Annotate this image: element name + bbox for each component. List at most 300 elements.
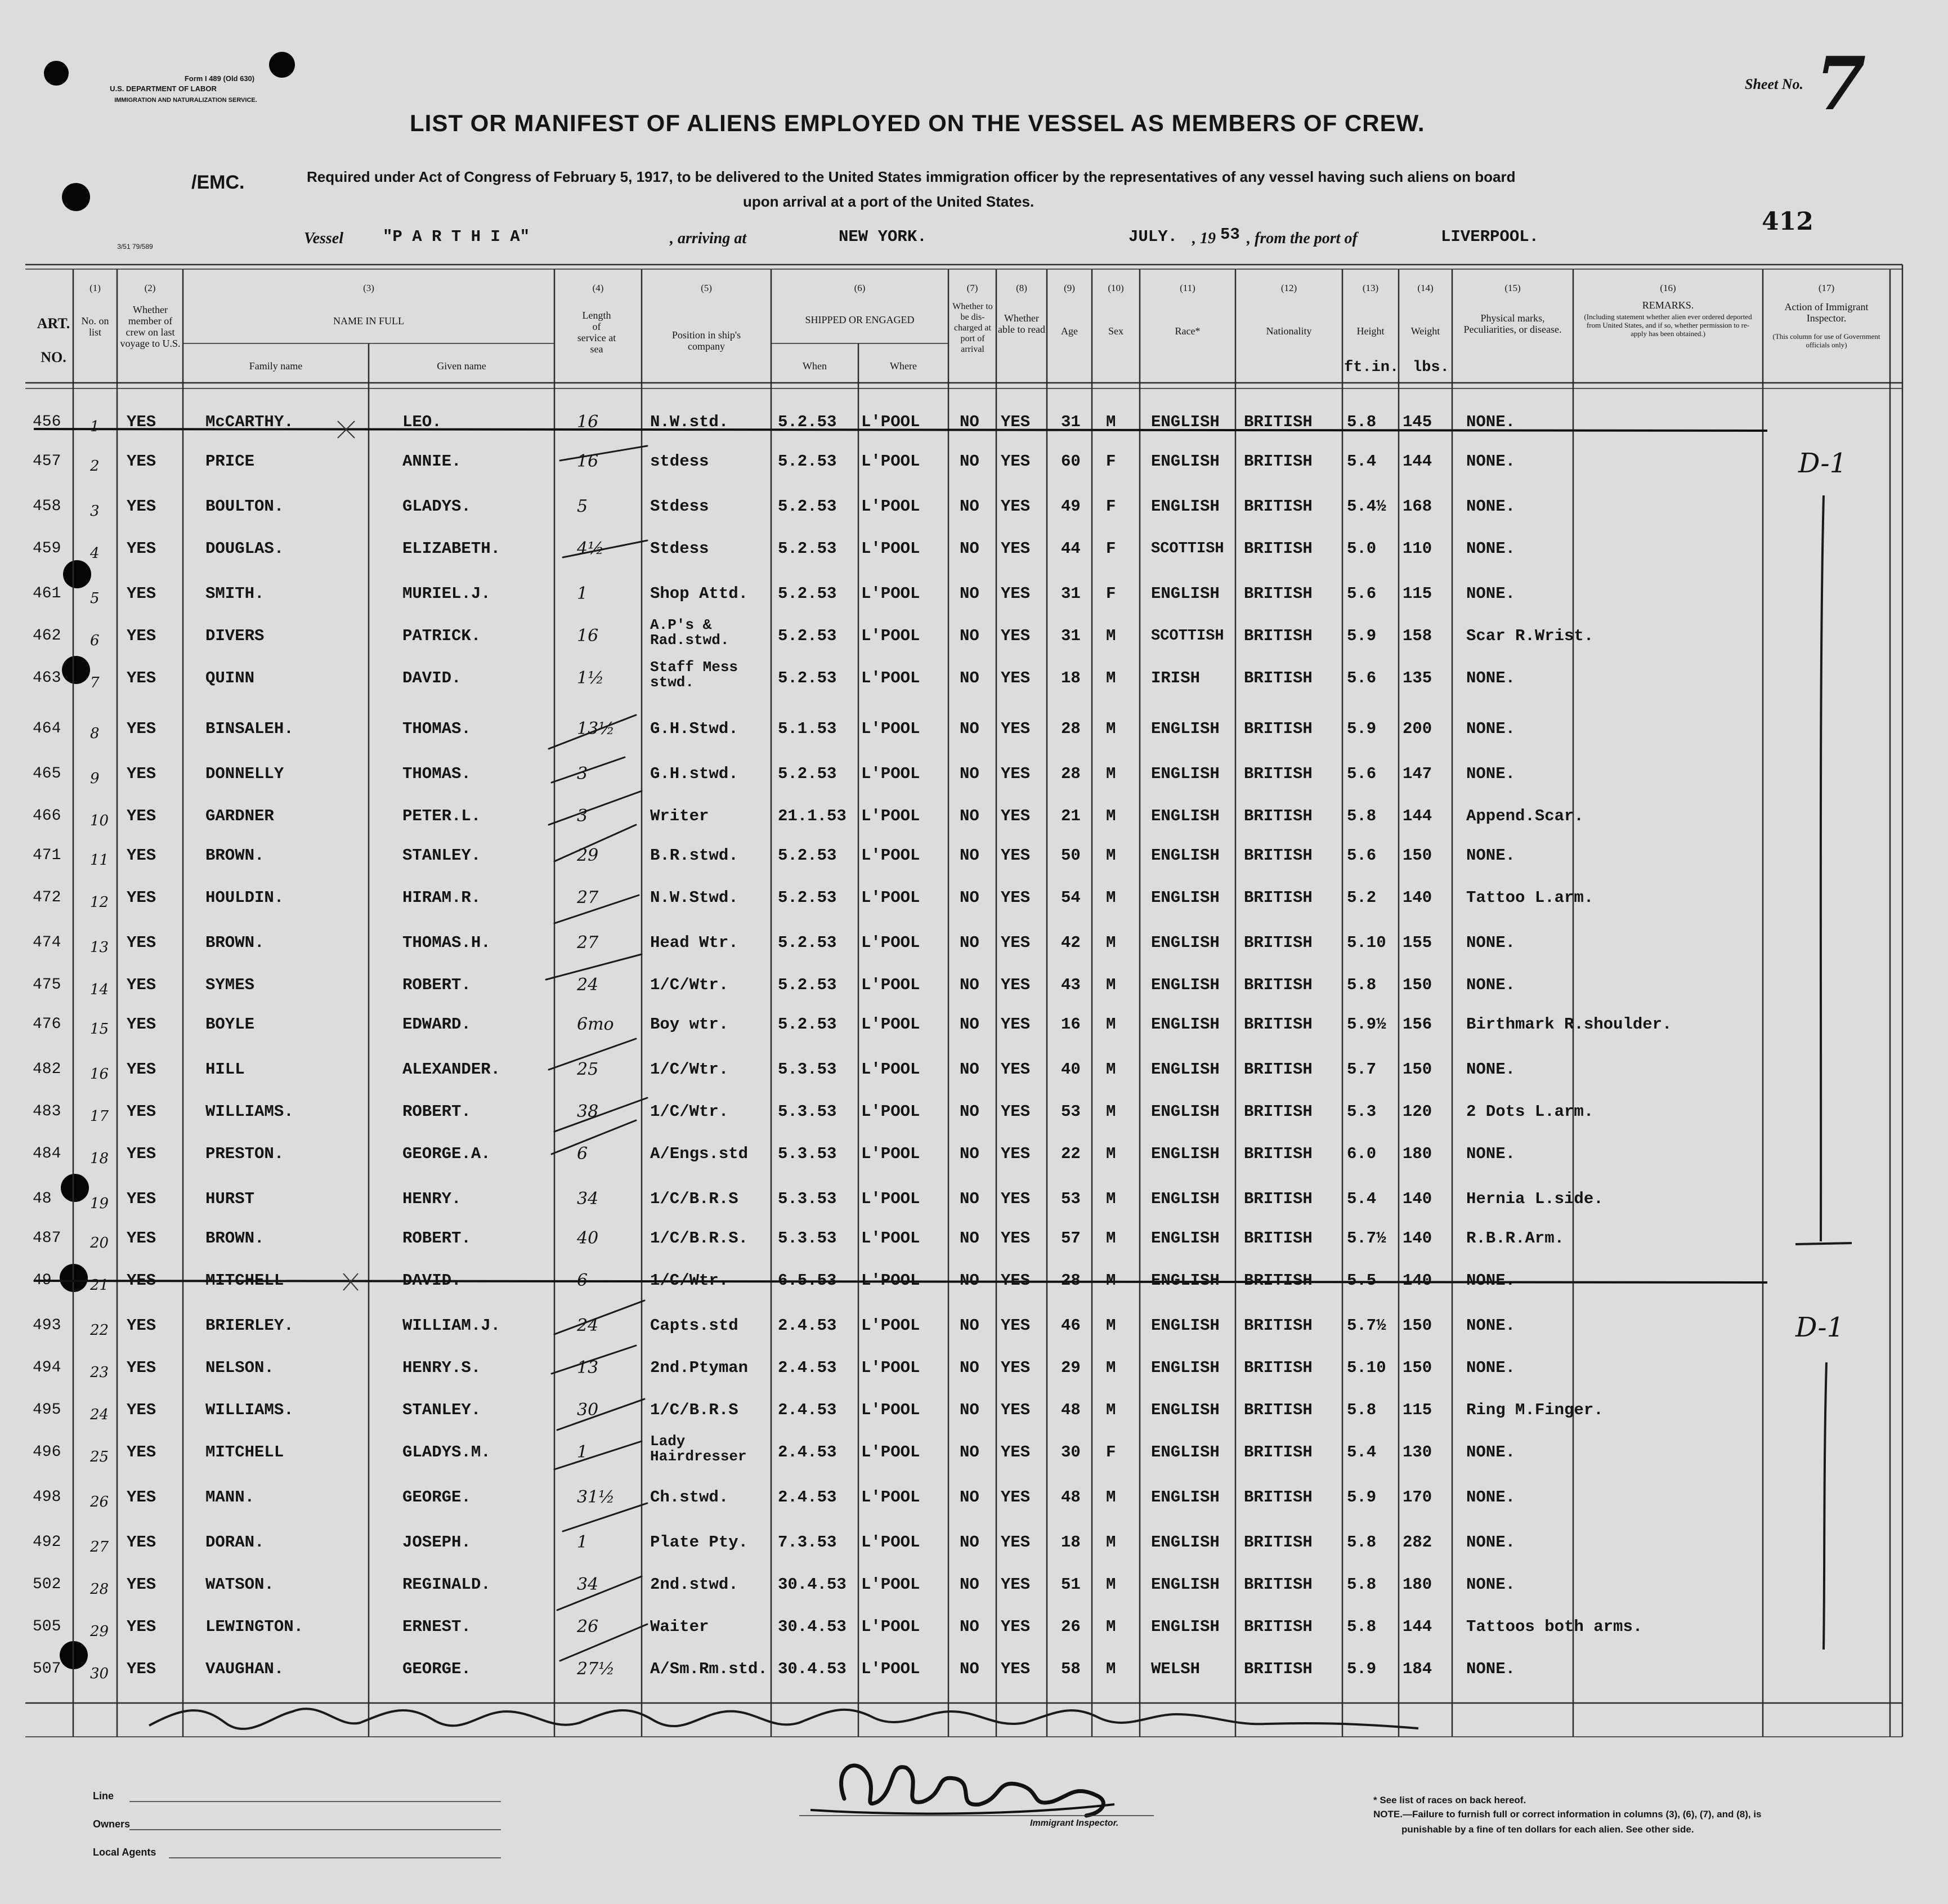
cell-sex: M	[1106, 976, 1116, 994]
cell-able-to-read: YES	[1001, 888, 1031, 907]
cell-height: 5.9½	[1347, 1015, 1386, 1034]
cell-weight: 147	[1403, 765, 1432, 783]
cell-art-number: 505	[33, 1618, 61, 1635]
cell-shipped-when: 2.4.53	[778, 1488, 837, 1507]
cell-family-name: BINSALEH.	[205, 719, 294, 738]
cell-family-name: SMITH.	[205, 584, 265, 603]
cell-crew-last-voyage: YES	[127, 807, 156, 825]
cell-shipped-when: 6.5.53	[778, 1271, 837, 1290]
cell-art-number: 49	[33, 1272, 52, 1289]
cell-shipped-where: L'POOL	[861, 976, 920, 994]
cell-height: 5.8	[1347, 1575, 1377, 1594]
cell-physical-marks: NONE.	[1466, 452, 1516, 471]
cell-given-name: GLADYS.	[402, 497, 471, 516]
cell-art-number: 464	[33, 720, 61, 738]
header-race: Race*	[1175, 325, 1201, 337]
table-row	[0, 1575, 1948, 1609]
cell-given-name: ERNEST.	[402, 1617, 471, 1636]
cell-physical-marks: Tattoo L.arm.	[1466, 888, 1594, 907]
header-weight: Weight	[1410, 325, 1440, 337]
cell-able-to-read: YES	[1001, 765, 1031, 783]
cell-race: ENGLISH	[1151, 413, 1220, 431]
cell-list-number: 10	[90, 812, 109, 829]
cell-position: Lady Hairdresser	[650, 1433, 747, 1465]
cell-age: 51	[1061, 1575, 1081, 1594]
cell-family-name: DIVERS	[205, 627, 265, 645]
cell-height: 6.0	[1347, 1145, 1377, 1163]
cell-sex: M	[1106, 888, 1116, 907]
cell-sex: M	[1106, 1229, 1116, 1248]
cell-given-name: ROBERT.	[402, 1102, 471, 1121]
header-when: When	[803, 360, 827, 372]
header-shipped-engaged: SHIPPED OR ENGAGED	[805, 314, 915, 325]
cell-age: 31	[1061, 627, 1081, 645]
header-crew-last-voyage: Whether member of crew on last voyage to U.S.	[120, 304, 181, 349]
table-row	[0, 1433, 1948, 1477]
cell-crew-last-voyage: YES	[127, 976, 156, 994]
table-row	[0, 1617, 1948, 1651]
cell-shipped-where: L'POOL	[861, 452, 920, 471]
cell-physical-marks: NONE.	[1466, 539, 1516, 558]
cell-shipped-where: L'POOL	[861, 1145, 920, 1163]
cell-able-to-read: YES	[1001, 1190, 1031, 1208]
cell-physical-marks: NONE.	[1466, 1443, 1516, 1461]
table-row	[0, 933, 1948, 967]
cell-position: 1/C/Wtr.	[650, 1060, 729, 1079]
cell-length-of-service: 1½	[577, 668, 604, 688]
cell-nationality: BRITISH	[1244, 627, 1313, 645]
cell-art-number: 483	[33, 1103, 61, 1120]
table-row	[0, 1060, 1948, 1094]
subtitle-line-2: upon arrival at a port of the United States.	[743, 193, 1035, 210]
cell-weight: 140	[1403, 1190, 1432, 1208]
sheet-number: 7	[1815, 41, 1866, 127]
cell-list-number: 3	[90, 503, 100, 520]
cell-list-number: 6	[90, 632, 100, 649]
cell-discharged-flag: NO	[960, 497, 979, 516]
cell-height: 5.4½	[1347, 497, 1386, 516]
fine-note-line-1: NOTE.—Failure to furnish full or correct information in columns (3), (6), (7), and (8), is	[1373, 1809, 1762, 1820]
cell-shipped-when: 5.2.53	[778, 539, 837, 558]
cell-crew-last-voyage: YES	[127, 1617, 156, 1636]
col-num-12: (12)	[1280, 283, 1297, 293]
cell-length-of-service: 3	[577, 806, 588, 826]
cell-height: 5.4	[1347, 452, 1377, 471]
cell-position: Ch.stwd.	[650, 1488, 729, 1507]
cell-height: 5.8	[1347, 1401, 1377, 1419]
table-row	[0, 659, 1948, 703]
cell-physical-marks: NONE.	[1466, 1060, 1516, 1079]
cell-shipped-where: L'POOL	[861, 933, 920, 952]
cell-height: 5.8	[1347, 413, 1377, 431]
cell-race: ENGLISH	[1151, 888, 1220, 907]
cell-length-of-service: 27	[577, 888, 599, 908]
cell-shipped-where: L'POOL	[861, 765, 920, 783]
col-num-15: (15)	[1504, 283, 1521, 293]
cell-discharged-flag: NO	[960, 765, 979, 783]
cell-discharged-flag: NO	[960, 1575, 979, 1594]
cell-height: 5.3	[1347, 1102, 1377, 1121]
cell-age: 57	[1061, 1229, 1081, 1248]
cell-weight: 180	[1403, 1575, 1432, 1594]
cell-physical-marks: Birthmark R.shoulder.	[1466, 1015, 1672, 1034]
cell-discharged-flag: NO	[960, 1102, 979, 1121]
cell-art-number: 493	[33, 1317, 61, 1334]
cell-length-of-service: 1	[577, 1442, 588, 1462]
cell-shipped-where: L'POOL	[861, 584, 920, 603]
cell-family-name: MITCHELL	[205, 1443, 284, 1461]
cell-physical-marks: NONE.	[1466, 1488, 1516, 1507]
cell-age: 29	[1061, 1358, 1081, 1377]
cell-height: 5.8	[1347, 807, 1377, 825]
cell-height: 5.8	[1347, 1533, 1377, 1552]
cell-able-to-read: YES	[1001, 1060, 1031, 1079]
cell-weight: 130	[1403, 1443, 1432, 1461]
cell-family-name: WILLIAMS.	[205, 1102, 294, 1121]
cell-crew-last-voyage: YES	[127, 1229, 156, 1248]
cell-race: ENGLISH	[1151, 1060, 1220, 1079]
cell-given-name: GEORGE.	[402, 1660, 471, 1678]
cell-crew-last-voyage: YES	[127, 1401, 156, 1419]
cell-art-number: 48	[33, 1190, 52, 1208]
cell-crew-last-voyage: YES	[127, 1271, 156, 1290]
cell-list-number: 24	[90, 1406, 109, 1423]
cell-sex: F	[1106, 539, 1116, 558]
col-num-1: (1)	[89, 283, 101, 293]
cell-crew-last-voyage: YES	[127, 627, 156, 645]
cell-art-number: 474	[33, 934, 61, 951]
cell-physical-marks: NONE.	[1466, 1358, 1516, 1377]
col-num-4: (4)	[592, 283, 604, 293]
cell-age: 54	[1061, 888, 1081, 907]
cell-crew-last-voyage: YES	[127, 1660, 156, 1678]
cell-art-number: 471	[33, 847, 61, 864]
cell-length-of-service: 25	[577, 1060, 599, 1079]
cell-age: 16	[1061, 1015, 1081, 1034]
cell-shipped-where: L'POOL	[861, 1575, 920, 1594]
cell-length-of-service: 38	[577, 1102, 599, 1121]
vessel-label: Vessel	[304, 230, 343, 247]
cell-height: 5.6	[1347, 846, 1377, 865]
cell-able-to-read: YES	[1001, 1229, 1031, 1248]
cell-sex: M	[1106, 846, 1116, 865]
cell-shipped-where: L'POOL	[861, 1015, 920, 1034]
cell-weight: 156	[1403, 1015, 1432, 1034]
cell-art-number: 502	[33, 1576, 61, 1593]
cell-able-to-read: YES	[1001, 976, 1031, 994]
cell-weight: 140	[1403, 1229, 1432, 1248]
cell-weight: 144	[1403, 807, 1432, 825]
cell-weight: 115	[1403, 1401, 1432, 1419]
cell-family-name: PRICE	[205, 452, 255, 471]
cell-able-to-read: YES	[1001, 846, 1031, 865]
cell-physical-marks: NONE.	[1466, 933, 1516, 952]
cell-discharged-flag: NO	[960, 1060, 979, 1079]
cell-family-name: VAUGHAN.	[205, 1660, 284, 1678]
cell-sex: M	[1106, 933, 1116, 952]
cell-sex: M	[1106, 1533, 1116, 1552]
cell-race: ENGLISH	[1151, 1575, 1220, 1594]
cell-crew-last-voyage: YES	[127, 497, 156, 516]
height-unit: ft.in.	[1344, 359, 1399, 376]
cell-weight: 200	[1403, 719, 1432, 738]
cell-list-number: 21	[90, 1277, 109, 1294]
cell-shipped-when: 5.2.53	[778, 627, 837, 645]
cell-sex: M	[1106, 627, 1116, 645]
cell-length-of-service: 24	[577, 975, 599, 995]
table-row	[0, 888, 1948, 922]
cell-length-of-service: 16	[577, 626, 599, 646]
cell-discharged-flag: NO	[960, 1660, 979, 1678]
cell-nationality: BRITISH	[1244, 1488, 1313, 1507]
cell-able-to-read: YES	[1001, 584, 1031, 603]
cell-sex: M	[1106, 1358, 1116, 1377]
cell-race: ENGLISH	[1151, 452, 1220, 471]
cell-shipped-where: L'POOL	[861, 1229, 920, 1248]
cell-crew-last-voyage: YES	[127, 584, 156, 603]
table-row	[0, 616, 1948, 660]
cell-art-number: 487	[33, 1230, 61, 1247]
cell-crew-last-voyage: YES	[127, 888, 156, 907]
cell-height: 5.9	[1347, 1660, 1377, 1678]
table-row	[0, 1533, 1948, 1567]
cell-art-number: 494	[33, 1359, 61, 1376]
stamp-number: 412	[1762, 207, 1813, 236]
cell-able-to-read: YES	[1001, 1617, 1031, 1636]
cell-shipped-when: 30.4.53	[778, 1660, 847, 1678]
cell-age: 28	[1061, 719, 1081, 738]
cell-weight: 150	[1403, 1060, 1432, 1079]
cell-crew-last-voyage: YES	[127, 1533, 156, 1552]
cell-race: ENGLISH	[1151, 1533, 1220, 1552]
cell-given-name: REGINALD.	[402, 1575, 491, 1594]
cell-position: 1/C/Wtr.	[650, 1271, 729, 1290]
cell-art-number: 482	[33, 1061, 61, 1078]
cell-discharged-flag: NO	[960, 669, 979, 687]
cell-physical-marks: NONE.	[1466, 1575, 1516, 1594]
cell-length-of-service: 6	[577, 1271, 588, 1290]
cell-given-name: EDWARD.	[402, 1015, 471, 1034]
cell-race: SCOTTISH	[1151, 540, 1224, 557]
header-art-no: NO.	[41, 349, 66, 365]
col-num-3: (3)	[363, 283, 374, 293]
cell-length-of-service: 31½	[577, 1487, 615, 1507]
fine-note-line-2: punishable by a fine of ten dollars for each alien. See other side.	[1401, 1824, 1694, 1835]
cell-physical-marks: NONE.	[1466, 846, 1516, 865]
cell-art-number: 492	[33, 1534, 61, 1551]
cell-race: ENGLISH	[1151, 976, 1220, 994]
cell-age: 28	[1061, 765, 1081, 783]
cell-shipped-when: 7.3.53	[778, 1533, 837, 1552]
cell-position: A.P's & Rad.stwd.	[650, 616, 729, 649]
cell-race: ENGLISH	[1151, 1488, 1220, 1507]
table-row	[0, 765, 1948, 798]
cell-given-name: WILLIAM.J.	[402, 1316, 501, 1335]
cell-shipped-when: 5.2.53	[778, 584, 837, 603]
cell-crew-last-voyage: YES	[127, 1190, 156, 1208]
races-note: * See list of races on back hereof.	[1373, 1795, 1526, 1805]
cell-position: Stdess	[650, 539, 709, 558]
cell-nationality: BRITISH	[1244, 846, 1313, 865]
cell-race: ENGLISH	[1151, 1145, 1220, 1163]
col-num-16: (16)	[1660, 283, 1676, 293]
header-discharged: Whether to be dis-charged at port of arrival	[952, 302, 993, 354]
table-row	[0, 976, 1948, 1009]
cell-shipped-when: 5.3.53	[778, 1102, 837, 1121]
cell-nationality: BRITISH	[1244, 1575, 1313, 1594]
cell-nationality: BRITISH	[1244, 539, 1313, 558]
cell-physical-marks: NONE.	[1466, 413, 1516, 431]
cell-crew-last-voyage: YES	[127, 719, 156, 738]
cell-discharged-flag: NO	[960, 888, 979, 907]
cell-height: 5.4	[1347, 1190, 1377, 1208]
cell-able-to-read: YES	[1001, 1015, 1031, 1034]
cell-list-number: 20	[90, 1235, 109, 1252]
col-num-8: (8)	[1016, 283, 1027, 293]
header-given-name: Given name	[437, 360, 486, 372]
table-row	[0, 1316, 1948, 1350]
cell-art-number: 458	[33, 498, 61, 515]
cell-family-name: QUINN	[205, 669, 255, 687]
cell-race: ENGLISH	[1151, 497, 1220, 516]
cell-height: 5.10	[1347, 933, 1386, 952]
cell-discharged-flag: NO	[960, 1190, 979, 1208]
cell-able-to-read: YES	[1001, 539, 1031, 558]
cell-nationality: BRITISH	[1244, 1229, 1313, 1248]
cell-weight: 110	[1403, 539, 1432, 558]
cell-nationality: BRITISH	[1244, 1145, 1313, 1163]
cell-position: 1/C/Wtr.	[650, 976, 729, 994]
cell-shipped-when: 5.2.53	[778, 669, 837, 687]
cell-discharged-flag: NO	[960, 1488, 979, 1507]
cell-position: 1/C/B.R.S	[650, 1190, 738, 1208]
cell-weight: 140	[1403, 888, 1432, 907]
cell-family-name: DOUGLAS.	[205, 539, 284, 558]
table-row	[0, 846, 1948, 880]
cell-sex: M	[1106, 1488, 1116, 1507]
cell-physical-marks: Tattoos both arms.	[1466, 1617, 1643, 1636]
cell-shipped-where: L'POOL	[861, 1617, 920, 1636]
cell-able-to-read: YES	[1001, 669, 1031, 687]
cell-nationality: BRITISH	[1244, 933, 1313, 952]
col-num-2: (2)	[144, 283, 156, 293]
col-num-9: (9)	[1064, 283, 1075, 293]
cell-position: Shop Attd.	[650, 584, 749, 603]
cell-position: 2nd.Ptyman	[650, 1358, 749, 1377]
cell-nationality: BRITISH	[1244, 497, 1313, 516]
cell-weight: 170	[1403, 1488, 1432, 1507]
cell-discharged-flag: NO	[960, 807, 979, 825]
cell-length-of-service: 40	[577, 1228, 599, 1248]
cell-crew-last-voyage: YES	[127, 669, 156, 687]
cell-height: 5.4	[1347, 1443, 1377, 1461]
cell-shipped-when: 5.2.53	[778, 1015, 837, 1034]
cell-shipped-when: 5.2.53	[778, 413, 837, 431]
cell-length-of-service: 34	[577, 1575, 599, 1594]
cell-list-number: 11	[90, 852, 109, 869]
cell-nationality: BRITISH	[1244, 807, 1313, 825]
cell-nationality: BRITISH	[1244, 1190, 1313, 1208]
service-name: IMMIGRATION AND NATURALIZATION SERVICE.	[114, 97, 257, 104]
cell-height: 5.0	[1347, 539, 1377, 558]
cell-age: 22	[1061, 1145, 1081, 1163]
vessel-name: "P A R T H I A"	[383, 227, 530, 246]
cell-shipped-when: 2.4.53	[778, 1443, 837, 1461]
header-length-of-service: Length of service at sea	[577, 310, 616, 355]
cell-length-of-service: 3	[577, 764, 588, 784]
col-num-11: (11)	[1180, 283, 1195, 293]
cell-height: 5.8	[1347, 976, 1377, 994]
table-row	[0, 1660, 1948, 1693]
cell-height: 5.8	[1347, 1617, 1377, 1636]
cell-physical-marks: NONE.	[1466, 1660, 1516, 1678]
cell-sex: M	[1106, 1145, 1116, 1163]
cell-given-name: THOMAS.	[402, 765, 471, 783]
table-row	[0, 1271, 1948, 1305]
cell-age: 44	[1061, 539, 1081, 558]
cell-family-name: DORAN.	[205, 1533, 265, 1552]
from-port-label: , from the port of	[1247, 230, 1358, 247]
cell-nationality: BRITISH	[1244, 888, 1313, 907]
cell-length-of-service: 24	[577, 1316, 599, 1335]
header-sex: Sex	[1108, 325, 1123, 337]
cell-shipped-where: L'POOL	[861, 497, 920, 516]
header-family-name: Family name	[249, 360, 303, 372]
cell-weight: 180	[1403, 1145, 1432, 1163]
cell-shipped-when: 2.4.53	[778, 1358, 837, 1377]
cell-height: 5.9	[1347, 1488, 1377, 1507]
cell-nationality: BRITISH	[1244, 1316, 1313, 1335]
cell-crew-last-voyage: YES	[127, 933, 156, 952]
table-row	[0, 719, 1948, 753]
cell-age: 31	[1061, 413, 1081, 431]
cell-shipped-when: 5.2.53	[778, 846, 837, 865]
cell-list-number: 13	[90, 939, 109, 956]
cell-sex: M	[1106, 1575, 1116, 1594]
header-physical-marks: Physical marks, Peculiarities, or disease.	[1463, 312, 1562, 335]
cell-height: 5.7	[1347, 1060, 1377, 1079]
cell-list-number: 28	[90, 1581, 109, 1598]
col-num-17: (17)	[1818, 283, 1835, 293]
cell-family-name: BROWN.	[205, 933, 265, 952]
cell-position: Stdess	[650, 497, 709, 516]
cell-nationality: BRITISH	[1244, 1060, 1313, 1079]
cell-weight: 150	[1403, 846, 1432, 865]
cell-weight: 150	[1403, 1316, 1432, 1335]
cell-shipped-when: 2.4.53	[778, 1316, 837, 1335]
table-row	[0, 807, 1948, 841]
cell-list-number: 16	[90, 1066, 109, 1083]
cell-list-number: 2	[90, 458, 100, 475]
cell-list-number: 7	[90, 674, 100, 691]
cell-sex: M	[1106, 1102, 1116, 1121]
cell-age: 30	[1061, 1443, 1081, 1461]
cell-weight: 155	[1403, 933, 1432, 952]
cell-age: 40	[1061, 1060, 1081, 1079]
header-where: Where	[890, 360, 917, 372]
header-name-in-full: NAME IN FULL	[333, 315, 404, 327]
cell-length-of-service: 29	[577, 846, 599, 865]
header-height: Height	[1356, 325, 1385, 337]
cell-family-name: McCARTHY.	[205, 413, 294, 431]
cell-list-number: 23	[90, 1364, 109, 1381]
cell-crew-last-voyage: YES	[127, 1488, 156, 1507]
cell-shipped-where: L'POOL	[861, 1488, 920, 1507]
cell-nationality: BRITISH	[1244, 765, 1313, 783]
cell-race: ENGLISH	[1151, 1102, 1220, 1121]
cell-physical-marks: NONE.	[1466, 584, 1516, 603]
cell-family-name: HURST	[205, 1190, 255, 1208]
